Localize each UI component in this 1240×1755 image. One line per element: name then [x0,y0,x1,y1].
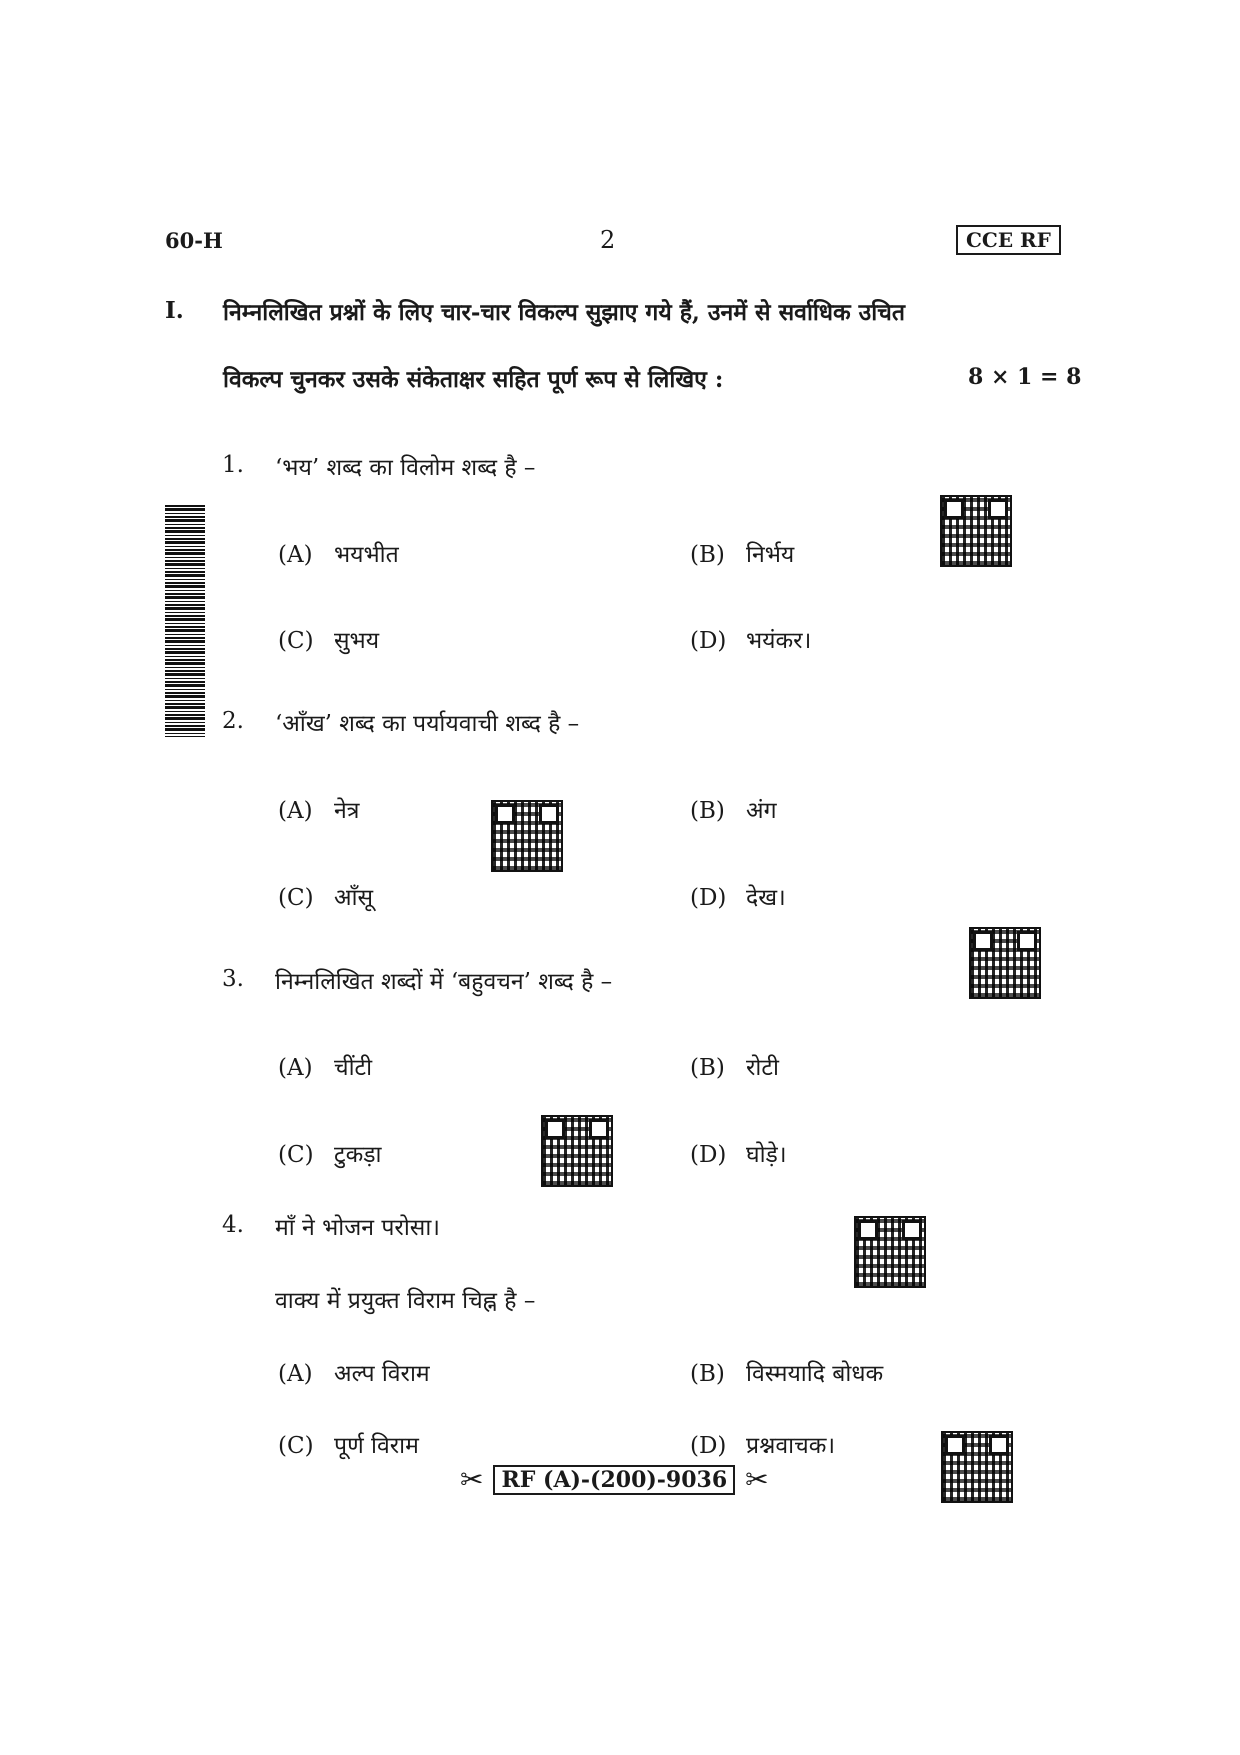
qr-code-image [543,1117,611,1185]
option-label: (B) [690,542,725,568]
qr-code-image [971,929,1039,997]
option-text: रोटी [746,1055,779,1081]
option-text: चींटी [334,1055,373,1081]
option-label: (C) [278,628,314,654]
option-text: घोड़े। [746,1142,787,1168]
section-instruction-line1: निम्नलिखित प्रश्नों के लिए चार-चार विकल्प सुझाए गये हैं, उनमें से सर्वाधिक उचित [223,299,905,326]
option-label: (D) [690,628,727,654]
footer [460,1465,769,1495]
option-label: (A) [278,542,313,568]
option-d [690,880,786,912]
qr-code-image [856,1218,924,1286]
option-c [278,1137,382,1169]
option-a [278,793,359,825]
option-label: (D) [690,1142,727,1168]
option-text: प्रश्नवाचक। [746,1433,836,1459]
option-label: (C) [278,1433,314,1459]
paper-code: 60-H [165,228,223,253]
option-d [690,623,811,655]
question-text: निम्नलिखित शब्दों में ‘बहुवचन’ शब्द है – [275,969,613,995]
question-number: 2. [222,708,244,734]
question-text: माँ ने भोजन परोसा। [275,1215,441,1241]
option-label: (B) [690,1361,725,1387]
option-label: (B) [690,1055,725,1081]
option-d [690,1137,787,1169]
option-text: आँसू [334,885,374,911]
option-text: निर्भय [746,542,795,568]
option-c [278,623,379,655]
option-text: देख। [746,885,786,911]
option-label: (A) [278,1361,313,1387]
option-d [690,1428,835,1460]
option-text: भयंकर। [746,628,812,654]
option-label: (C) [278,885,314,911]
option-label: (B) [690,798,725,824]
option-text: नेत्र [334,798,360,824]
question-number: 4. [222,1212,244,1238]
option-text: अंग [746,798,777,824]
question-subtext: वाक्य में प्रयुक्त विराम चिह्न है – [275,1288,536,1314]
option-b [690,1050,779,1082]
option-label: (D) [690,885,727,911]
section-number: I. [165,297,184,324]
option-text: सुभय [334,628,380,654]
option-label: (A) [278,1055,313,1081]
option-b [690,1356,883,1388]
question-text: ‘भय’ शब्द का विलोम शब्द है – [275,455,536,481]
page-number: 2 [600,226,616,254]
question-text: ‘आँख’ शब्द का पर्यायवाची शब्द है – [275,711,580,737]
qr-code-image [943,1433,1011,1501]
option-a [278,1356,430,1388]
option-b [690,537,794,569]
question-number: 1. [222,452,244,478]
footer-code: RF (A)-(200)-9036 [493,1465,735,1495]
option-c [278,880,373,912]
option-text: विस्मयादि बोधक [746,1361,884,1387]
option-text: भयभीत [334,542,399,568]
option-label: (D) [690,1433,727,1459]
option-label: (A) [278,798,313,824]
barcode-image [165,505,205,737]
option-b [690,793,777,825]
option-label: (C) [278,1142,314,1168]
section-instruction-line2: विकल्प चुनकर उसके संकेताक्षर सहित पूर्ण रूप से लिखिए : [223,366,724,393]
scissors-ornament-icon: ✂ [745,1463,769,1496]
option-a [278,537,399,569]
qr-code-image [493,802,561,870]
option-text: अल्प विराम [334,1361,430,1387]
option-text: टुकड़ा [334,1142,382,1168]
question-number: 3. [222,966,244,992]
option-c [278,1428,419,1460]
section-marks: 8 × 1 = 8 [968,364,1082,390]
exam-code: CCE RF [956,225,1061,255]
qr-code-image [942,497,1010,565]
option-text: पूर्ण विराम [334,1433,419,1459]
option-a [278,1050,372,1082]
scissors-ornament-icon: ✂ [460,1463,484,1496]
